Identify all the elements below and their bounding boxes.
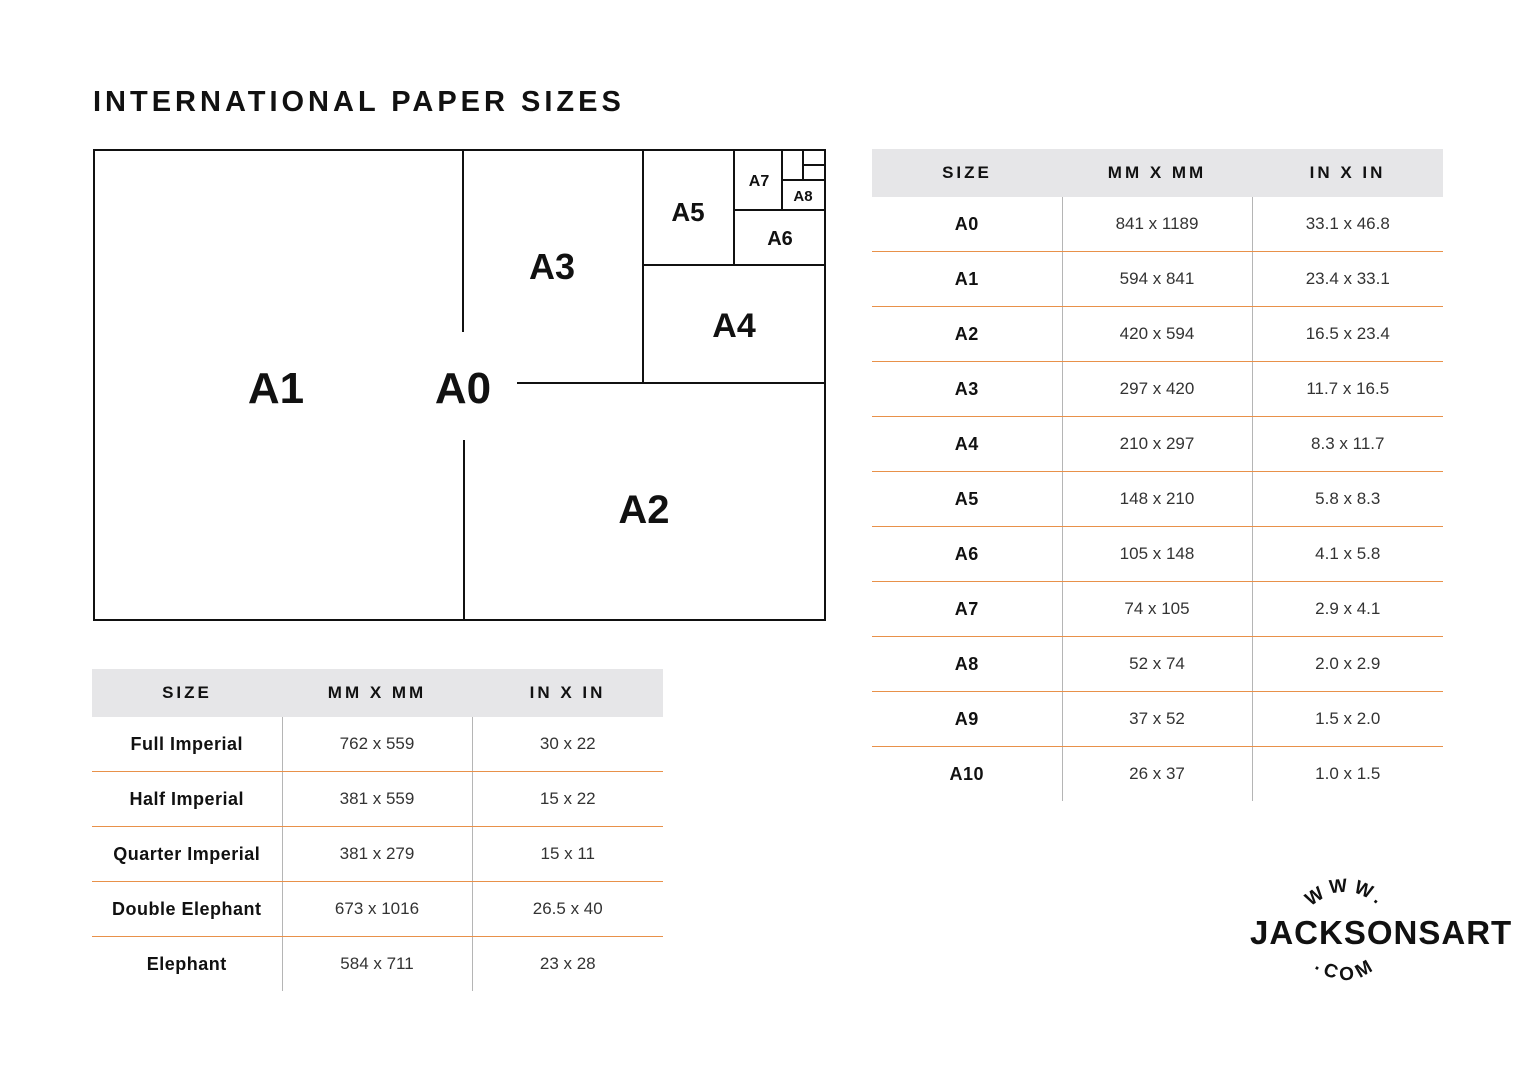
- table-row: [92, 772, 663, 827]
- size-in: 11.7 x 16.5: [1252, 362, 1443, 417]
- size-mm: 381 x 559: [282, 772, 472, 827]
- table-row: [92, 882, 663, 937]
- size-mm: 148 x 210: [1062, 472, 1252, 527]
- size-name: A8: [872, 637, 1062, 692]
- column-header-mm: MM X MM: [1062, 149, 1252, 197]
- size-in: 2.0 x 2.9: [1252, 637, 1443, 692]
- label-a8: A8: [793, 188, 813, 205]
- table-header-row: [92, 669, 663, 717]
- column-header-in: IN X IN: [472, 669, 663, 717]
- size-mm: 52 x 74: [1062, 637, 1252, 692]
- table-row: [872, 417, 1443, 472]
- size-mm: 26 x 37: [1062, 747, 1252, 802]
- size-name: A0: [872, 197, 1062, 252]
- column-header-size: SIZE: [92, 669, 282, 717]
- size-in: 1.0 x 1.5: [1315, 764, 1381, 783]
- size-mm: 673 x 1016: [282, 882, 472, 937]
- table-row: [92, 827, 663, 882]
- column-header-mm: MM X MM: [282, 669, 472, 717]
- logo-wordmark: JACKSONSART: [1250, 914, 1513, 951]
- size-mm: 841 x 1189: [1062, 197, 1252, 252]
- size-in: 30 x 22: [472, 717, 663, 772]
- table-row: [92, 717, 663, 772]
- size-mm: 381 x 279: [282, 827, 472, 882]
- table-row: [872, 527, 1443, 582]
- imperial-sizes-table: [92, 669, 663, 991]
- size-mm: 37 x 52: [1062, 692, 1252, 747]
- size-in: 23.4 x 33.1: [1252, 252, 1443, 307]
- logo-com: .COM: [1311, 954, 1381, 986]
- size-mm: 420 x 594: [1062, 307, 1252, 362]
- logo-www: WWW.: [1301, 876, 1391, 912]
- label-a7: A7: [748, 173, 770, 190]
- jacksonsart-logo[interactable]: [1244, 876, 1513, 996]
- size-name: A5: [872, 472, 1062, 527]
- size-in: 16.5 x 23.4: [1252, 307, 1443, 362]
- size-name: A9: [872, 692, 1062, 747]
- size-name: A1: [872, 252, 1062, 307]
- size-in: 5.8 x 8.3: [1252, 472, 1443, 527]
- table-header-row: [872, 149, 1443, 197]
- size-mm: 210 x 297: [1062, 417, 1252, 472]
- size-name: A4: [872, 417, 1062, 472]
- label-a0: A0: [434, 364, 492, 413]
- label-a1: A1: [247, 364, 305, 413]
- size-mm: 594 x 841: [1062, 252, 1252, 307]
- size-mm: 762 x 559: [282, 717, 472, 772]
- table-row: [872, 252, 1443, 307]
- label-a5: A5: [671, 197, 705, 227]
- size-name: A6: [872, 527, 1062, 582]
- table-row: [872, 307, 1443, 362]
- size-mm: 584 x 711: [282, 937, 472, 992]
- svg-text:WWW.: [1302, 876, 1391, 911]
- svg-text:.COM: [1311, 954, 1380, 986]
- size-in: 33.1 x 46.8: [1252, 197, 1443, 252]
- size-in: 4.1 x 5.8: [1252, 527, 1443, 582]
- label-a2: A2: [618, 488, 670, 532]
- table-row: [872, 362, 1443, 417]
- table-row: [872, 692, 1443, 747]
- size-name: Half Imperial: [92, 772, 282, 827]
- size-name: Full Imperial: [92, 717, 282, 772]
- size-name: A7: [872, 582, 1062, 637]
- size-in: 8.3 x 11.7: [1252, 417, 1443, 472]
- label-a3: A3: [528, 246, 576, 287]
- size-mm: 74 x 105: [1062, 582, 1252, 637]
- size-in: 26.5 x 40: [472, 882, 663, 937]
- table-row: [872, 582, 1443, 637]
- size-name: Double Elephant: [92, 882, 282, 937]
- size-in: 2.9 x 4.1: [1252, 582, 1443, 637]
- size-name: Elephant: [146, 953, 227, 974]
- table-row: [872, 197, 1443, 252]
- column-header-in: IN X IN: [1252, 149, 1443, 197]
- size-in: 23 x 28: [539, 954, 596, 973]
- table-row: [872, 472, 1443, 527]
- table-row: [92, 937, 663, 992]
- a-series-table: [872, 149, 1443, 801]
- page-title: INTERNATIONAL PAPER SIZES: [93, 86, 625, 118]
- size-name: A3: [872, 362, 1062, 417]
- size-name: Quarter Imperial: [92, 827, 282, 882]
- label-a6: A6: [767, 228, 793, 250]
- size-mm: 105 x 148: [1062, 527, 1252, 582]
- size-in: 15 x 22: [472, 772, 663, 827]
- table-row: [872, 747, 1443, 802]
- column-header-size: SIZE: [872, 149, 1062, 197]
- size-name: A2: [872, 307, 1062, 362]
- table-row: [872, 637, 1443, 692]
- label-a4: A4: [712, 307, 756, 345]
- size-name: A10: [949, 763, 985, 784]
- size-mm: 297 x 420: [1062, 362, 1252, 417]
- size-in: 1.5 x 2.0: [1252, 692, 1443, 747]
- size-in: 15 x 11: [472, 827, 663, 882]
